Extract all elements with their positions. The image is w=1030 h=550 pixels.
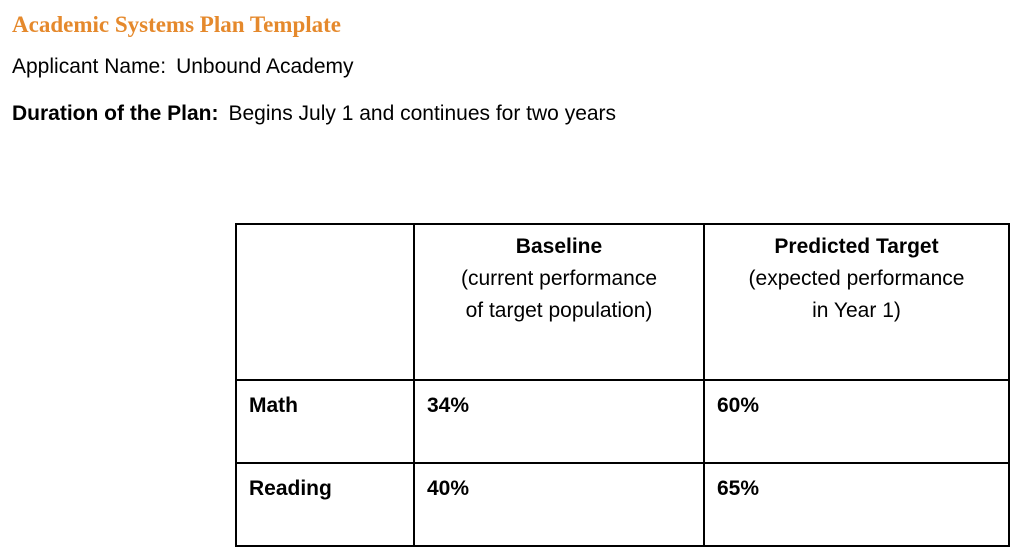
row-subject-math: Math [236, 380, 414, 463]
document-title: Academic Systems Plan Template [12, 12, 342, 37]
header-predicted-target [704, 224, 1009, 380]
applicant-value: Unbound Academy [176, 55, 354, 78]
header-empty-cell [236, 224, 414, 380]
header-baseline-desc-1: (current performance [460, 267, 658, 290]
header-baseline-desc-2: of target population) [465, 299, 653, 322]
table-header-row [236, 224, 1009, 380]
performance-table [235, 223, 1010, 547]
row-baseline-reading: 40% [414, 463, 704, 546]
applicant-label: Applicant Name: [12, 55, 167, 78]
header-target-title: Predicted Target [774, 235, 939, 258]
applicant-line [12, 53, 354, 81]
row-baseline-math: 34% [414, 380, 704, 463]
table-row [236, 463, 1009, 546]
duration-line [12, 100, 616, 128]
header-baseline [414, 224, 704, 380]
duration-label: Duration of the Plan: [12, 102, 219, 125]
header-baseline-title: Baseline [515, 235, 603, 258]
duration-value: Begins July 1 and continues for two years [228, 102, 617, 125]
header-target-desc-2: in Year 1) [812, 299, 901, 322]
row-subject-reading: Reading [236, 463, 414, 546]
row-target-math: 60% [704, 380, 1009, 463]
row-target-reading: 65% [704, 463, 1009, 546]
table-row [236, 380, 1009, 463]
header-target-desc-1: (expected performance [748, 267, 965, 290]
